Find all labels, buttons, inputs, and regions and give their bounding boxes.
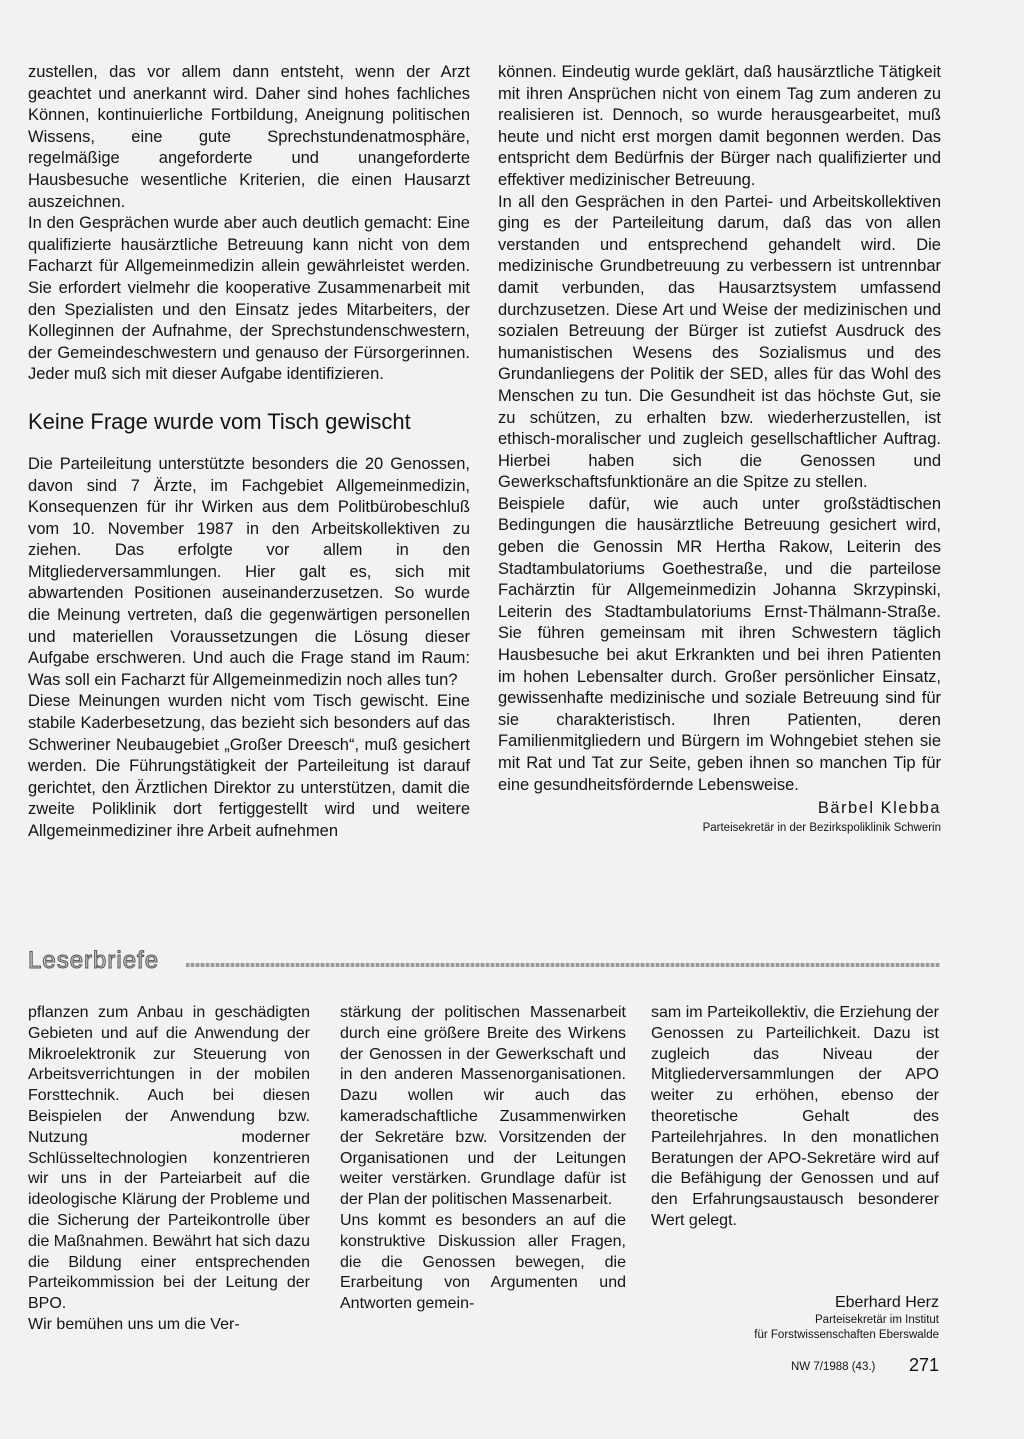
article-paragraph: In den Gesprächen wurde aber auch deutlich gemacht: Eine qualifizierte hausärztliche Betreuung kann nicht von dem Facharzt für Allgemeinmedizin allein gewährleistet werden. Sie erfordert vielmehr die kooperative Zusammenarbeit mit den Spezialisten und den Einsatz jedes Mitarbeiters, der Kolleginnen der Aufnahme, der Sprechstundenschwestern, der Gemeindeschwestern und genauso der Fürsorgerinnen. Jeder muß sich mit dieser Aufgabe identifizieren. [28,214,470,384]
article-subheading: Keine Frage wurde vom Tisch gewischt [28,408,411,434]
letter-author-block [651,1292,939,1343]
article-author-name: Bärbel Klebba [817,799,941,818]
article-column-left [28,62,470,843]
letter-author-role-line1: Parteisekretär im Institut [815,1314,939,1326]
article-column-right [498,62,941,836]
letter-paragraph: pflanzen zum Anbau in geschädigten Gebieten und auf die Anwendung der Mikroelektronik zur Steuerung von Arbeitsverrichtungen in der mobilen Forsttechnik. Auch bei diesen Beispielen der Anwendung bzw. Nutzung moderner Schlüsseltechnologien konzentrieren wir uns in der Parteiarbeit auf die ideologische Klärung der Probleme und die Sicherung der Parteikontrolle über die Maßnahmen. Bewährt hat sich dazu die Bildung einer entsprechenden Parteikommission bei der Leitung der BPO. [28,1004,310,1313]
letter-author-name: Eberhard Herz [834,1294,939,1311]
issue-number: NW 7/1988 (43.) [791,1361,876,1373]
letter-column-1 [28,1003,310,1336]
letter-author-role-line2: für Forstwissenschaften Eberswalde [754,1329,939,1341]
article-paragraph: In all den Gesprächen in den Partei- und Arbeitskollektiven ging es der Parteileitung darum, daß das von allen verstanden und entsprechend gehandelt wird. Die medizinische Grundbetreuung zu verbessern ist untrennbar damit verbunden, das Hausarztsystem umfassend durchzusetzen. Diese Art und Weise der medizinischen und sozialen Betreuung der Bürger ist zutiefst Ausdruck des humanistischen Wesens des Sozialismus und des Grundanliegens der Politik der SED, alles für das Wohl des Menschen zu tun. Die Gesundheit ist das höchste Gut, sie zu schützen, zu erhalten bzw. wiederherzustellen, ist ethisch-moralischer und zugleich gesellschaftlicher Auftrag. Hierbei haben sich die Genossen und Gewerkschaftsfunktionäre an die Spitze zu stellen. [498,192,941,492]
letter-paragraph: stärkung der politischen Massenarbeit durch eine größere Breite des Wirkens der Genossen in der Gewerkschaft und in den anderen Massenorganisationen. Dazu wollen wir auch das kameradschaftliche Zusammenwirken der Sekretäre bzw. Vorsitzenden der Organisationen und der Leitungen weiter verstärken. Grundlage dafür ist der Plan der politischen Massenarbeit. [340,1004,626,1209]
letter-column-2 [340,1003,626,1315]
article-paragraph: können. Eindeutig wurde geklärt, daß hausärztliche Tätigkeit mit ihren Ansprüchen nicht von einem Tag zum anderen zu realisieren ist. Dennoch, so wurde herausgearbeitet, muß heute und nicht erst morgen damit begonnen werden. Das entspricht dem Bedürfnis der Bürger nach qualifizierter und effektiver medizinischer Betreuung. [498,63,941,189]
letter-paragraph: Uns kommt es besonders an auf die konstruktive Diskussion aller Fragen, die die Genossen bewegen, die Erarbeitung von Argumenten und Antworten gemein- [340,1211,626,1313]
page-number: 271 [908,1355,939,1375]
article-paragraph: Die Parteileitung unterstützte besonders die 20 Genossen, davon sind 7 Ärzte, im Fachgebiet Allgemeinmedizin, Konsequenzen für ihr Wirken aus dem Politbürobeschluß vom 10. November 1987 in den Arbeitskollektiven zu ziehen. Das erfolgte vor allem in den Mitgliederversammlungen. Hier galt es, sich mit abwartenden Positionen auseinanderzusetzen. So wurde die Meinung vertreten, daß die gegenwärtigen personellen und materiellen Voraussetzungen die Lösung dieser Aufgabe erschweren. Und auch die Frage stand im Raum: Was soll ein Facharzt für Allgemeinmedizin noch alles tun? [28,454,470,689]
letter-column-3 [651,1003,939,1232]
section-title: Leserbriefe [28,947,160,974]
article-paragraph: Diese Meinungen wurden nicht vom Tisch gewischt. Eine stabile Kaderbesetzung, das bezieht sich besonders auf das Schweriner Neubaugebiet „Großer Dreesch“, muß gesichert werden. Die Führungstätigkeit der Parteileitung ist darauf gerichtet, den Ärztlichen Direktor zu unterstützen, damit die zweite Poliklinik dort fertiggestellt wird und weitere Allgemeinmediziner ihre Arbeit aufnehmen [28,692,470,840]
letter-paragraph: sam im Parteikollektiv, die Erziehung der Genossen zu Parteilichkeit. Dazu ist zugleich das Niveau der Mitgliederversammlungen der APO weiter zu erhöhen, ebenso der theoretische Gehalt des Parteilehrjahres. In den monatlichen Beratungen der APO-Sekretäre wird auf die Befähigung der Genossen und auf den Erfahrungsaustausch besonderer Wert gelegt. [651,1004,939,1229]
letter-paragraph: Wir bemühen uns um die Ver- [28,1315,240,1333]
section-rule [186,963,940,967]
section-header [28,946,940,976]
article-paragraph: Beispiele dafür, wie auch unter großstädtischen Bedingungen die hausärztliche Betreuung gesichert wird, geben die Genossin MR Hertha Rakow, Leiterin des Stadtambulatoriums Goethestraße, und die parteilose Fachärztin für Allgemeinmedizin Johanna Skrzypinski, Leiterin des Stadtambulatoriums Ernst-Thälmann-Straße. Sie führen gemeinsam mit ihren Schwestern täglich Hausbesuche bei akut Erkrankten und bei ihren Patienten im hohen Lebensalter durch. Großer persönlicher Einsatz, gewissenhafte medizinische und soziale Betreuung sind für sie charakteristisch. Ihren Patienten, deren Familienmitgliedern und Bürgern im Wohngebiet stehen sie mit Rat und Tat zur Seite, geben ihnen so manchen Tip für eine gesundheitsfördernde Lebensweise. [498,494,941,794]
article-paragraph: zustellen, das vor allem dann entsteht, wenn der Arzt geachtet und anerkannt wird. Daher sind hohes fachliches Können, kontinuierliche Fortbildung, Aneignung politischen Wissens, eine gute Sprechstundenatmosphäre, regelmäßige angeforderte und unangeforderte Hausbesuche wesentliche Kriterien, die einen Hausarzt auszeichnen. [28,63,470,211]
article-author-role: Parteisekretär in der Bezirkspoliklinik Schwerin [702,821,941,834]
